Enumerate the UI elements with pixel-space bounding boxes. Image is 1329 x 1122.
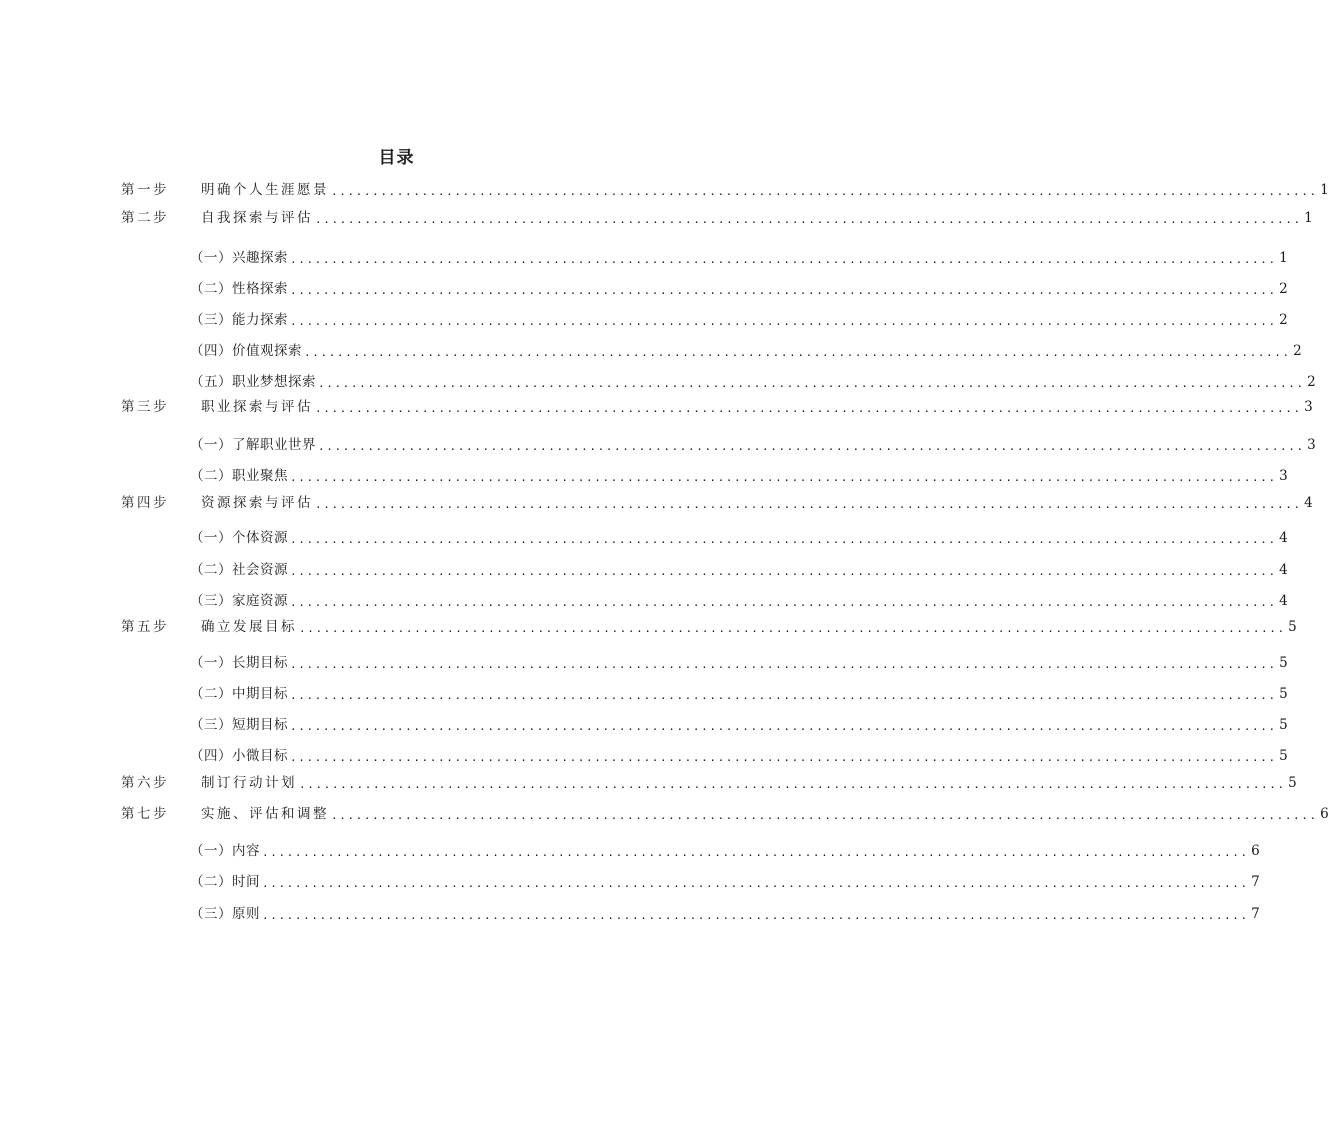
toc-dot-leader: ........................................................................................................................ [299, 622, 1286, 635]
toc-entry-title: 明确个人生涯愿景 [201, 182, 329, 198]
toc-sub-entry[interactable] [190, 435, 1316, 455]
toc-page-number: 3 [1304, 399, 1313, 415]
toc-sub-entry[interactable] [190, 872, 1260, 892]
toc-step-label: 第六步 [121, 775, 169, 791]
toc-page-number: 4 [1279, 530, 1288, 546]
toc-dot-leader: ........................................................................................................................ [290, 689, 1277, 702]
toc-step-label: 第五步 [121, 619, 169, 635]
toc-step-label: 第三步 [121, 399, 169, 415]
toc-entry-title: 实施、评估和调整 [201, 806, 329, 822]
toc-step-label: 第一步 [121, 182, 169, 198]
toc-sub-entry[interactable] [190, 341, 1302, 361]
toc-entry-title: （三）家庭资源 [190, 593, 288, 609]
toc-sub-entry[interactable] [190, 310, 1288, 330]
toc-dot-leader: ........................................................................................................................ [315, 498, 1302, 511]
toc-page-number: 2 [1293, 343, 1302, 359]
toc-dot-leader: ........................................................................................................................ [290, 658, 1277, 671]
toc-entry-title: （一）内容 [190, 843, 260, 859]
toc-entry-title: 资源探索与评估 [201, 495, 313, 511]
page-title: 目录 [378, 148, 415, 168]
toc-dot-leader: ........................................................................................................................ [290, 720, 1277, 733]
toc-entry-title: （四）小微目标 [190, 748, 288, 764]
toc-step-entry[interactable] [121, 397, 1313, 417]
toc-step-entry[interactable] [121, 804, 1329, 824]
toc-dot-leader: ........................................................................................................................ [262, 877, 1249, 890]
toc-dot-leader: ........................................................................................................................ [304, 346, 1291, 359]
toc-page-number: 5 [1288, 619, 1297, 635]
toc-entry-title: （二）时间 [190, 874, 260, 890]
toc-dot-leader: ........................................................................................................................ [262, 846, 1249, 859]
toc-dot-leader: ........................................................................................................................ [290, 315, 1277, 328]
toc-page-number: 1 [1279, 250, 1288, 266]
toc-entry-title: （一）了解职业世界 [190, 437, 316, 453]
toc-sub-entry[interactable] [190, 904, 1260, 924]
toc-entry-title: （四）价值观探索 [190, 343, 302, 359]
toc-dot-leader: ........................................................................................................................ [290, 471, 1277, 484]
toc-dot-leader: ........................................................................................................................ [331, 809, 1318, 822]
toc-page-number: 2 [1307, 374, 1316, 390]
toc-step-label: 第四步 [121, 495, 169, 511]
toc-dot-leader: ........................................................................................................................ [318, 440, 1305, 453]
toc-page-number: 3 [1279, 468, 1288, 484]
toc-entry-title: （三）短期目标 [190, 717, 288, 733]
toc-sub-entry[interactable] [190, 684, 1288, 704]
toc-entry-title: （三）原则 [190, 906, 260, 922]
toc-page-number: 4 [1279, 562, 1288, 578]
toc-dot-leader: ........................................................................................................................ [290, 751, 1277, 764]
toc-page-number: 4 [1279, 593, 1288, 609]
toc-page-number: 5 [1279, 655, 1288, 671]
toc-sub-entry[interactable] [190, 653, 1288, 673]
toc-dot-leader: ........................................................................................................................ [262, 909, 1249, 922]
toc-entry-title: （一）兴趣探索 [190, 250, 288, 266]
toc-step-label: 第七步 [121, 806, 169, 822]
toc-entry-title: （二）社会资源 [190, 562, 288, 578]
toc-sub-entry[interactable] [190, 746, 1288, 766]
toc-dot-leader: ........................................................................................................................ [318, 377, 1305, 390]
toc-dot-leader: ........................................................................................................................ [299, 778, 1286, 791]
toc-entry-title: 制订行动计划 [201, 775, 297, 791]
toc-entry-title: （二）职业聚焦 [190, 468, 288, 484]
toc-dot-leader: ........................................................................................................................ [290, 533, 1277, 546]
toc-page-number: 2 [1279, 281, 1288, 297]
toc-sub-entry[interactable] [190, 279, 1288, 299]
toc-step-entry[interactable] [121, 617, 1297, 637]
toc-page-number: 6 [1251, 843, 1260, 859]
toc-sub-entry[interactable] [190, 372, 1316, 392]
toc-sub-entry[interactable] [190, 841, 1260, 861]
toc-dot-leader: ........................................................................................................................ [315, 213, 1302, 226]
toc-page-number: 5 [1279, 686, 1288, 702]
toc-sub-entry[interactable] [190, 248, 1288, 268]
toc-sub-entry[interactable] [190, 715, 1288, 735]
toc-page-number: 5 [1279, 717, 1288, 733]
toc-step-entry[interactable] [121, 773, 1297, 793]
toc-sub-entry[interactable] [190, 591, 1288, 611]
toc-page-number: 6 [1320, 806, 1329, 822]
toc-step-entry[interactable] [121, 208, 1313, 228]
toc-dot-leader: ........................................................................................................................ [331, 185, 1318, 198]
toc-sub-entry[interactable] [190, 560, 1288, 580]
toc-page-number: 5 [1279, 748, 1288, 764]
toc-page-number: 7 [1251, 874, 1260, 890]
toc-page-number: 2 [1279, 312, 1288, 328]
toc-dot-leader: ........................................................................................................................ [290, 253, 1277, 266]
toc-page-number: 1 [1320, 182, 1329, 198]
toc-entry-title: （二）中期目标 [190, 686, 288, 702]
toc-page-number: 1 [1304, 210, 1313, 226]
toc-entry-title: 确立发展目标 [201, 619, 297, 635]
toc-entry-title: （一）个体资源 [190, 530, 288, 546]
toc-page-number: 3 [1307, 437, 1316, 453]
toc-sub-entry[interactable] [190, 528, 1288, 548]
toc-step-entry[interactable] [121, 493, 1313, 513]
toc-page-number: 4 [1304, 495, 1313, 511]
toc-sub-entry[interactable] [190, 466, 1288, 486]
toc-page-number: 5 [1288, 775, 1297, 791]
toc-entry-title: （三）能力探索 [190, 312, 288, 328]
toc-step-label: 第二步 [121, 210, 169, 226]
toc-entry-title: （五）职业梦想探索 [190, 374, 316, 390]
toc-entry-title: （二）性格探索 [190, 281, 288, 297]
toc-dot-leader: ........................................................................................................................ [315, 402, 1302, 415]
toc-dot-leader: ........................................................................................................................ [290, 565, 1277, 578]
toc-dot-leader: ........................................................................................................................ [290, 596, 1277, 609]
toc-page-number: 7 [1251, 906, 1260, 922]
toc-step-entry[interactable] [121, 180, 1329, 200]
toc-entry-title: 职业探索与评估 [201, 399, 313, 415]
toc-entry-title: （一）长期目标 [190, 655, 288, 671]
toc-entry-title: 自我探索与评估 [201, 210, 313, 226]
toc-dot-leader: ........................................................................................................................ [290, 284, 1277, 297]
